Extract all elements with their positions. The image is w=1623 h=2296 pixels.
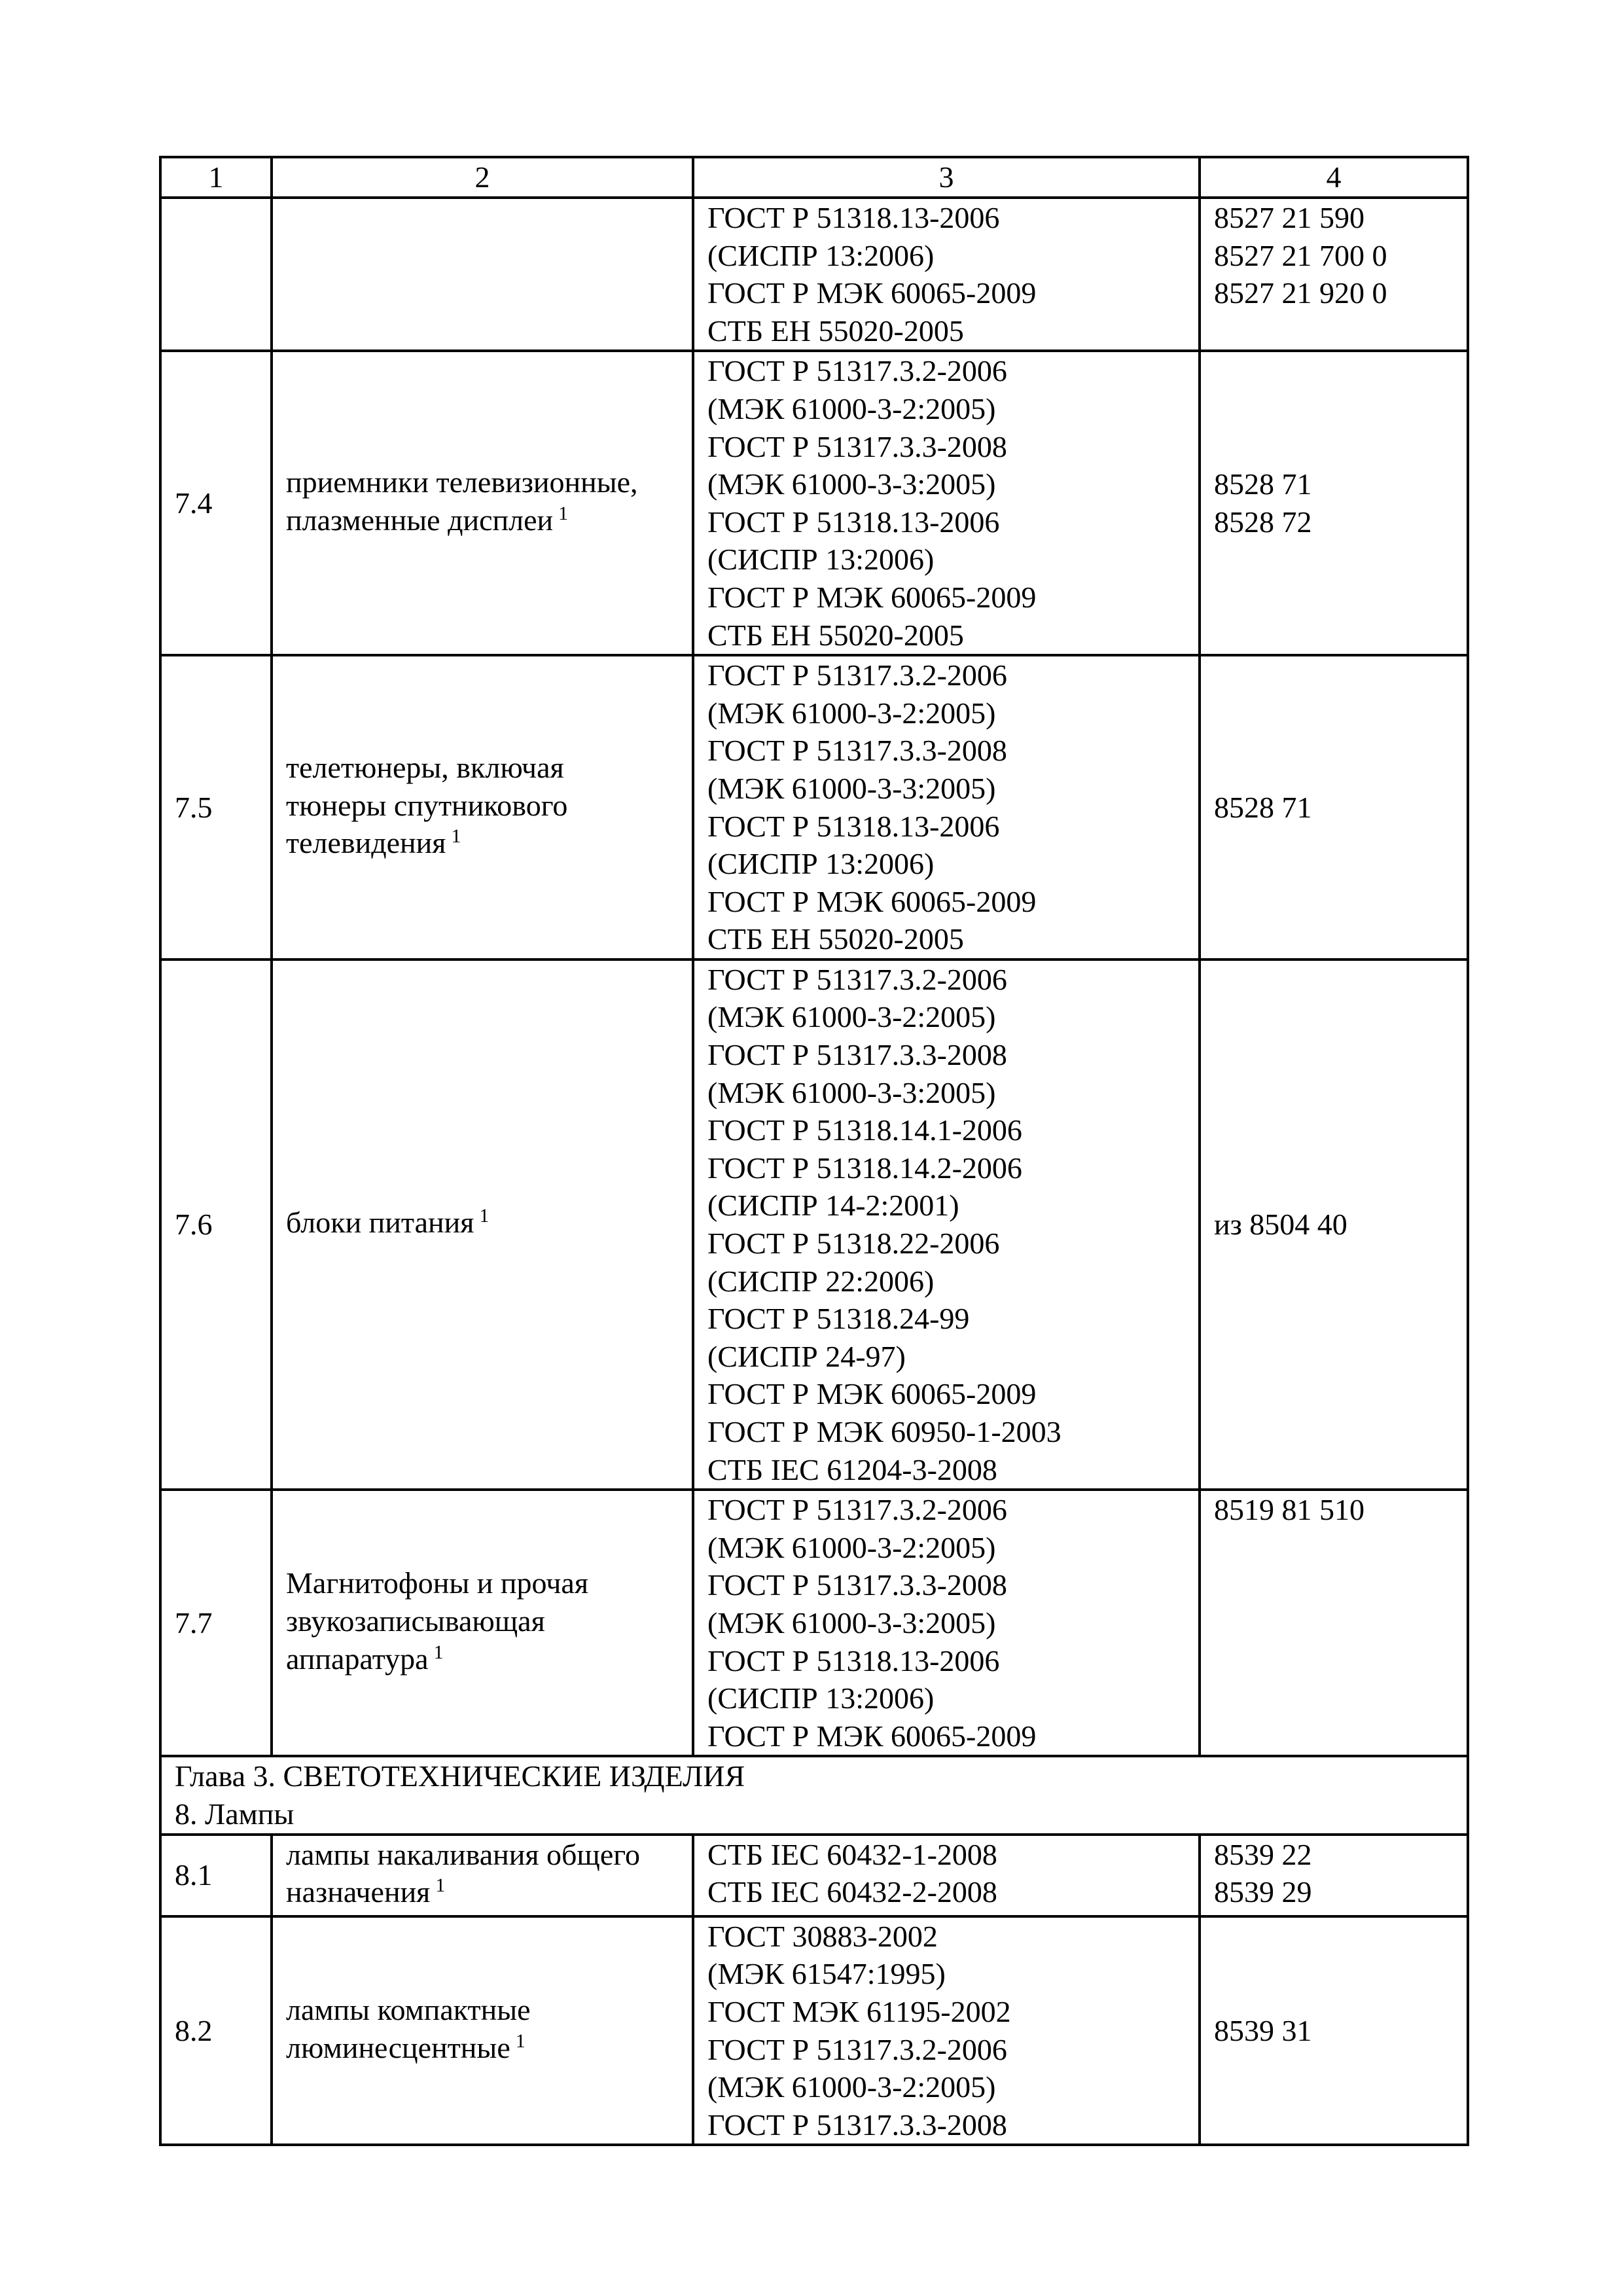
- code-line: 8539 29: [1214, 1875, 1312, 1909]
- product-name-line: блоки питания $^1$: [286, 1205, 490, 1240]
- item-number-cell: 7.7: [160, 1490, 272, 1756]
- standard-line: (МЭК 61000-3-3:2005): [707, 467, 996, 501]
- standard-line: СТБ ЕН 55020-2005: [707, 618, 964, 652]
- standard-line: (МЭК 61000-3-2:2005): [707, 1530, 996, 1564]
- tnved-code-cell: [1200, 351, 1468, 655]
- footnote-marker: 1: [435, 1874, 446, 1897]
- standards-cell: [693, 198, 1200, 351]
- standard-line: СТБ IEC 60432-1-2008: [707, 1837, 997, 1871]
- standard-line: (СИСПР 14-2:2001): [707, 1189, 959, 1223]
- standard-line: (МЭК 61000-3-2:2005): [707, 391, 996, 425]
- product-name-line: лампы накаливания общего: [286, 1837, 640, 1871]
- product-name-cell: [272, 655, 693, 960]
- standard-line: ГОСТ 30883-2002: [707, 1919, 938, 1953]
- column-number-1: 1: [160, 157, 272, 198]
- product-name-cell: [272, 960, 693, 1490]
- tnved-code-cell: [1200, 655, 1468, 960]
- standard-line: ГОСТ Р МЭК 60065-2009: [707, 276, 1037, 310]
- standard-line: ГОСТ МЭК 61195-2002: [707, 1994, 1011, 2028]
- product-name-line: Магнитофоны и прочая: [286, 1566, 588, 1600]
- standard-line: СТБ IEC 61204-3-2008: [707, 1452, 997, 1486]
- standard-line: ГОСТ Р 51317.3.2-2006: [707, 2032, 1007, 2066]
- product-name-cell: [272, 351, 693, 655]
- column-number-2: 2: [272, 157, 693, 198]
- standard-line: ГОСТ Р 51317.3.3-2008: [707, 1568, 1007, 1602]
- footnote-marker: 1: [515, 2030, 526, 2052]
- table-row: [160, 960, 1468, 1490]
- standard-line: ГОСТ Р 51317.3.3-2008: [707, 429, 1007, 463]
- standard-line: СТБ ЕН 55020-2005: [707, 314, 964, 348]
- standard-line: (МЭК 61547:1995): [707, 1957, 946, 1991]
- tnved-code-cell: [1200, 960, 1468, 1490]
- standard-line: ГОСТ Р 51317.3.2-2006: [707, 1493, 1007, 1527]
- code-line: 8527 21 700 0: [1214, 238, 1387, 272]
- standard-line: ГОСТ Р МЭК 60065-2009: [707, 1377, 1037, 1411]
- product-name-line: приемники телевизионные,: [286, 465, 638, 499]
- tnved-code-cell: [1200, 198, 1468, 351]
- product-name-line: тюнеры спутникового: [286, 788, 568, 822]
- table-row: [160, 1835, 1468, 1916]
- table-header-row: [160, 157, 1468, 198]
- standards-cell: [693, 351, 1200, 655]
- standard-line: (СИСПР 13:2006): [707, 1681, 935, 1715]
- standard-line: ГОСТ Р 51318.24-99: [707, 1302, 970, 1336]
- standards-cell: [693, 1835, 1200, 1916]
- tnved-code-cell: [1200, 1916, 1468, 2145]
- product-name-line: аппаратура $^1$: [286, 1641, 444, 1676]
- standard-line: ГОСТ Р 51318.13-2006: [707, 201, 1000, 234]
- standard-line: ГОСТ Р 51317.3.3-2008: [707, 734, 1007, 768]
- standard-line: ГОСТ Р 51318.13-2006: [707, 809, 1000, 843]
- standard-line: ГОСТ Р 51318.13-2006: [707, 1643, 1000, 1677]
- standard-line: ГОСТ Р 51317.3.3-2008: [707, 2108, 1007, 2142]
- product-name-line: телетюнеры, включая: [286, 751, 564, 785]
- standard-line: ГОСТ Р 51317.3.2-2006: [707, 658, 1007, 692]
- standard-line: (МЭК 61000-3-3:2005): [707, 1605, 996, 1640]
- standard-line: ГОСТ Р 51317.3.2-2006: [707, 962, 1007, 996]
- table-row: [160, 1490, 1468, 1756]
- standard-line: (СИСПР 13:2006): [707, 847, 935, 881]
- item-number-cell: [160, 198, 272, 351]
- standards-table: [159, 156, 1469, 2146]
- standard-line: ГОСТ Р 51318.14.1-2006: [707, 1113, 1022, 1147]
- standard-line: (МЭК 61000-3-2:2005): [707, 696, 996, 730]
- standards-cell: [693, 655, 1200, 960]
- product-name-cell: [272, 198, 693, 351]
- table-row: [160, 198, 1468, 351]
- table-row: [160, 1916, 1468, 2145]
- code-line: из 8504 40: [1214, 1208, 1347, 1242]
- standards-cell: [693, 1916, 1200, 2145]
- product-name-line: плазменные дисплеи $^1$: [286, 502, 569, 537]
- standard-line: (МЭК 61000-3-2:2005): [707, 2070, 996, 2104]
- section-title: 8. Лампы: [175, 1797, 294, 1831]
- standard-line: (МЭК 61000-3-3:2005): [707, 1075, 996, 1109]
- item-number-cell: 7.6: [160, 960, 272, 1490]
- table-row: [160, 351, 1468, 655]
- chapter-heading-row: [160, 1756, 1468, 1834]
- standard-line: СТБ IEC 60432-2-2008: [707, 1875, 997, 1909]
- column-number-4: 4: [1200, 157, 1468, 198]
- standard-line: (СИСПР 13:2006): [707, 543, 935, 577]
- standard-line: ГОСТ Р 51317.3.2-2006: [707, 354, 1007, 388]
- standard-line: ГОСТ Р МЭК 60950-1-2003: [707, 1415, 1061, 1448]
- product-name-line: телевидения $^1$: [286, 825, 461, 860]
- item-number-cell: 7.5: [160, 655, 272, 960]
- footnote-marker: 1: [479, 1205, 490, 1227]
- item-number-cell: 8.2: [160, 1916, 272, 2145]
- footnote-marker: 1: [451, 825, 461, 848]
- standard-line: ГОСТ Р МЭК 60065-2009: [707, 1719, 1037, 1753]
- table-row: [160, 655, 1468, 960]
- standard-line: (СИСПР 13:2006): [707, 238, 935, 272]
- code-line: 8527 21 920 0: [1214, 276, 1387, 310]
- standard-line: (СИСПР 22:2006): [707, 1264, 935, 1298]
- standards-cell: [693, 960, 1200, 1490]
- standard-line: ГОСТ Р МЭК 60065-2009: [707, 580, 1037, 614]
- code-line: 8539 31: [1214, 2013, 1312, 2047]
- standards-cell: [693, 1490, 1200, 1756]
- product-name-line: назначения $^1$: [286, 1874, 446, 1909]
- code-line: 8539 22: [1214, 1837, 1312, 1871]
- footnote-marker: 1: [558, 502, 569, 524]
- code-line: 8527 21 590: [1214, 201, 1364, 234]
- tnved-code-cell: [1200, 1835, 1468, 1916]
- code-line: 8519 81 510: [1214, 1493, 1364, 1527]
- item-number-cell: 7.4: [160, 351, 272, 655]
- code-line: 8528 72: [1214, 505, 1312, 539]
- column-number-3: 3: [693, 157, 1200, 198]
- product-name-line: звукозаписывающая: [286, 1604, 545, 1638]
- standard-line: ГОСТ Р 51317.3.3-2008: [707, 1038, 1007, 1072]
- standard-line: ГОСТ Р 51318.22-2006: [707, 1227, 1000, 1261]
- product-name-line: люминесцентные $^1$: [286, 2030, 526, 2064]
- standard-line: (МЭК 61000-3-3:2005): [707, 771, 996, 805]
- standard-line: (МЭК 61000-3-2:2005): [707, 1000, 996, 1034]
- code-line: 8528 71: [1214, 790, 1312, 824]
- product-name-line: лампы компактные: [286, 1992, 531, 2026]
- chapter-heading-cell: [160, 1756, 1468, 1834]
- standard-line: СТБ ЕН 55020-2005: [707, 922, 964, 956]
- standard-line: ГОСТ Р МЭК 60065-2009: [707, 884, 1037, 918]
- product-name-cell: [272, 1490, 693, 1756]
- standard-line: ГОСТ Р 51318.13-2006: [707, 505, 1000, 539]
- standard-line: (СИСПР 24-97): [707, 1339, 906, 1373]
- chapter-title: Глава 3. СВЕТОТЕХНИЧЕСКИЕ ИЗДЕЛИЯ: [175, 1759, 745, 1793]
- code-line: 8528 71: [1214, 467, 1312, 501]
- tnved-code-cell: [1200, 1490, 1468, 1756]
- item-number-cell: 8.1: [160, 1835, 272, 1916]
- product-name-cell: [272, 1835, 693, 1916]
- product-name-cell: [272, 1916, 693, 2145]
- footnote-marker: 1: [433, 1641, 444, 1663]
- standard-line: ГОСТ Р 51318.14.2-2006: [707, 1151, 1022, 1185]
